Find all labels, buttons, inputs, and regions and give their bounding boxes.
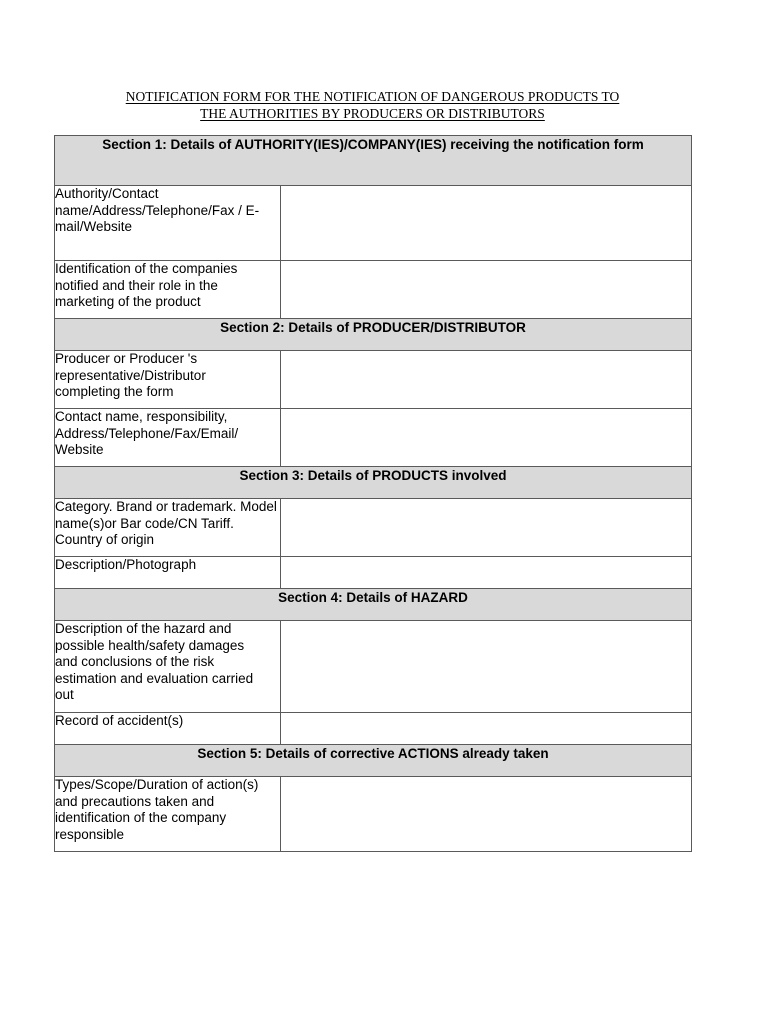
- document-title: [54, 88, 691, 122]
- form-row: [55, 713, 692, 745]
- authority-contact-field[interactable]: [281, 186, 692, 261]
- section-4-heading: Section 4: Details of HAZARD: [55, 589, 692, 621]
- description-photograph-field[interactable]: [281, 557, 692, 589]
- contact-responsibility-label: Contact name, responsibility, Address/Telephone/Fax/Email/ Website: [55, 409, 281, 467]
- accident-record-label: Record of accident(s): [55, 713, 281, 745]
- description-photograph-label: Description/Photograph: [55, 557, 281, 589]
- hazard-description-label-text: Description of the hazard and possible health/safety damages and conclusions of the risk estimation and evaluation carried out: [55, 621, 254, 703]
- form-row: [55, 186, 692, 261]
- authority-contact-label-text: Authority/Contact name/Address/Telephone/Fax / E-mail/Website: [55, 186, 260, 235]
- accident-record-field[interactable]: [281, 713, 692, 745]
- hazard-description-label: [55, 621, 281, 713]
- producer-representative-label-text: Producer or Producer 's representative/Distributor completing the form: [55, 351, 206, 400]
- section-1-heading: Section 1: Details of AUTHORITY(IES)/COMPANY(IES) receiving the notification form: [55, 136, 692, 186]
- corrective-actions-label-text: Types/Scope/Duration of action(s) and precautions taken and identification of the company responsible: [55, 777, 259, 842]
- companies-identification-field[interactable]: [281, 261, 692, 319]
- corrective-actions-label: [55, 777, 281, 852]
- authority-contact-label: [55, 186, 281, 261]
- section-1-header-row: [55, 136, 692, 186]
- form-row: [55, 351, 692, 409]
- section-3-heading: Section 3: Details of PRODUCTS involved: [55, 467, 692, 499]
- form-row: [55, 557, 692, 589]
- document-title-line-1: NOTIFICATION FORM FOR THE NOTIFICATION OF DANGEROUS PRODUCTS TO: [125, 89, 620, 104]
- form-row: [55, 777, 692, 852]
- form-row: [55, 261, 692, 319]
- corrective-actions-field[interactable]: [281, 777, 692, 852]
- product-category-label: Category. Brand or trademark. Model name(s)or Bar code/CN Tariff. Country of origin: [55, 499, 281, 557]
- section-5-header-row: [55, 745, 692, 777]
- form-row: [55, 409, 692, 467]
- contact-responsibility-field[interactable]: [281, 409, 692, 467]
- product-category-field[interactable]: [281, 499, 692, 557]
- section-5-heading: Section 5: Details of corrective ACTIONS already taken: [55, 745, 692, 777]
- notification-form-table: [54, 135, 692, 852]
- section-2-header-row: [55, 319, 692, 351]
- form-row: [55, 499, 692, 557]
- section-3-header-row: [55, 467, 692, 499]
- form-row: [55, 621, 692, 713]
- hazard-description-field[interactable]: [281, 621, 692, 713]
- companies-identification-label: Identification of the companies notified and their role in the marketing of the product: [55, 261, 281, 319]
- producer-representative-label: [55, 351, 281, 409]
- document-title-line-2: THE AUTHORITIES BY PRODUCERS OR DISTRIBUTORS: [200, 106, 545, 121]
- producer-representative-field[interactable]: [281, 351, 692, 409]
- section-4-header-row: [55, 589, 692, 621]
- section-2-heading: Section 2: Details of PRODUCER/DISTRIBUTOR: [55, 319, 692, 351]
